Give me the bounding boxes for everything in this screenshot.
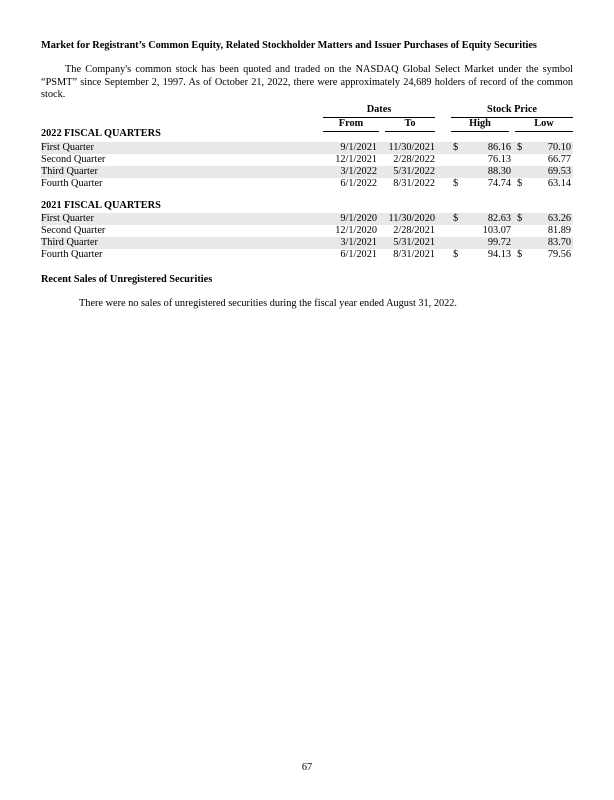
low-currency-cell: $ (517, 178, 523, 189)
to-cell: 11/30/2021 (388, 142, 435, 153)
to-column-header: To (404, 118, 416, 129)
low-cell: 63.26 (547, 213, 571, 224)
high-column-rule (451, 131, 509, 132)
low-cell: 63.14 (547, 178, 571, 189)
fiscal-2022-title: 2022 FISCAL QUARTERS (41, 128, 161, 139)
high-cell: 76.13 (487, 154, 511, 165)
table-row (41, 225, 573, 237)
low-cell: 66.77 (547, 154, 571, 165)
high-cell: 88.30 (487, 166, 511, 177)
table-row (41, 166, 573, 178)
from-cell: 9/1/2020 (340, 213, 377, 224)
from-cell: 12/1/2020 (335, 225, 377, 236)
low-cell: 81.89 (547, 225, 571, 236)
high-currency-cell: $ (453, 142, 459, 153)
dates-group-header: Dates (366, 104, 392, 115)
low-cell: 69.53 (547, 166, 571, 177)
high-cell: 86.16 (487, 142, 511, 153)
high-cell: 103.07 (482, 225, 511, 236)
high-cell: 74.74 (487, 178, 511, 189)
low-currency-cell: $ (517, 249, 523, 260)
from-cell: 12/1/2021 (335, 154, 377, 165)
high-cell: 94.13 (487, 249, 511, 260)
low-cell: 79.56 (547, 249, 571, 260)
high-cell: 99.72 (487, 237, 511, 248)
intro-paragraph: The Company's common stock has been quoted and traded on the NASDAQ Global Select Market under the symbol “PSMT” since September 2, 1997. As of October 21, 2022, there were approximately 24,689 holders of record of the common stock. (41, 64, 573, 100)
high-currency-cell: $ (453, 249, 459, 260)
to-cell: 8/31/2022 (393, 178, 435, 189)
low-currency-cell: $ (517, 142, 523, 153)
quarter-cell: First Quarter (41, 142, 94, 153)
high-cell: 82.63 (487, 213, 511, 224)
quarter-cell: Second Quarter (41, 154, 106, 165)
to-cell: 8/31/2021 (393, 249, 435, 260)
low-column-header: Low (534, 118, 554, 129)
stock-price-group-header: Stock Price (486, 104, 538, 115)
from-column-header: From (338, 118, 364, 129)
from-cell: 3/1/2021 (340, 237, 377, 248)
from-cell: 6/1/2021 (340, 249, 377, 260)
low-cell: 70.10 (547, 142, 571, 153)
high-currency-cell: $ (453, 178, 459, 189)
unregistered-sales-heading: Recent Sales of Unregistered Securities (41, 274, 213, 285)
high-column-header: High (469, 118, 491, 129)
to-cell: 11/30/2020 (388, 213, 435, 224)
to-cell: 2/28/2021 (393, 225, 435, 236)
quarter-cell: Third Quarter (41, 166, 98, 177)
from-cell: 9/1/2021 (340, 142, 377, 153)
page-number: 67 (301, 762, 313, 773)
fiscal-2021-title: 2021 FISCAL QUARTERS (41, 200, 161, 211)
from-column-rule (323, 131, 379, 132)
table-row (41, 213, 573, 225)
to-cell: 2/28/2022 (393, 154, 435, 165)
quarter-cell: Fourth Quarter (41, 178, 103, 189)
quarter-cell: Second Quarter (41, 225, 106, 236)
quarter-cell: Fourth Quarter (41, 249, 103, 260)
unregistered-sales-paragraph: There were no sales of unregistered securities during the fiscal year ended August 31, 2022. (79, 298, 458, 309)
low-column-rule (515, 131, 573, 132)
to-column-rule (385, 131, 435, 132)
low-cell: 83.70 (547, 237, 571, 248)
table-row (41, 249, 573, 261)
low-currency-cell: $ (517, 213, 523, 224)
quarter-cell: Third Quarter (41, 237, 98, 248)
section-heading: Market for Registrant’s Common Equity, Related Stockholder Matters and Issuer Purchases of Equity Securities (41, 40, 537, 51)
high-currency-cell: $ (453, 213, 459, 224)
table-row (41, 237, 573, 249)
table-row (41, 178, 573, 190)
table-row (41, 142, 573, 154)
quarter-cell: First Quarter (41, 213, 94, 224)
from-cell: 6/1/2022 (340, 178, 377, 189)
to-cell: 5/31/2021 (393, 237, 435, 248)
to-cell: 5/31/2022 (393, 166, 435, 177)
from-cell: 3/1/2022 (340, 166, 377, 177)
table-row (41, 154, 573, 166)
